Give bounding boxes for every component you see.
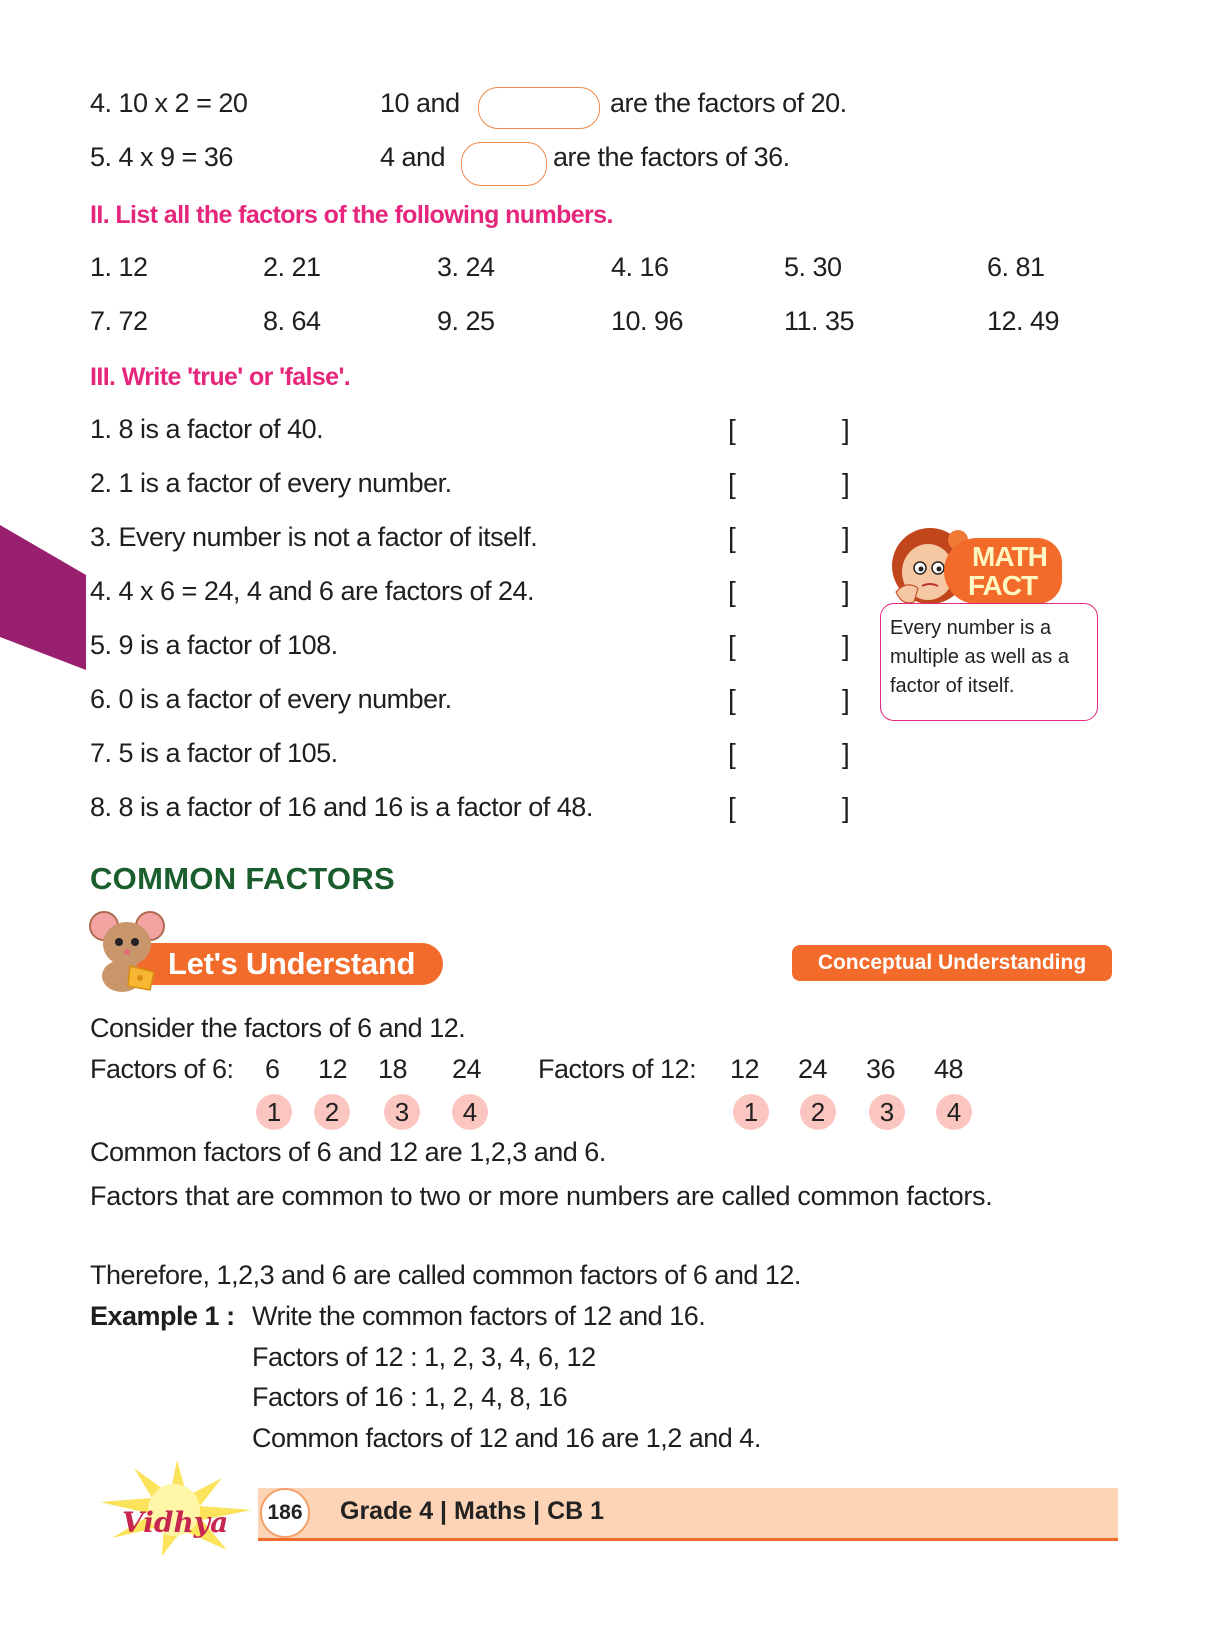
multiple-value: 24 xyxy=(798,1054,828,1084)
footer-rule xyxy=(258,1538,1118,1541)
circled-factor: 4 xyxy=(452,1094,488,1130)
equation-text: 5. 4 x 9 = 36 xyxy=(90,142,233,172)
section-heading: II. List all the factors of the following numbers. xyxy=(90,201,613,229)
list-item: 1. 12 xyxy=(90,252,148,282)
prefix-text: 10 and xyxy=(380,88,460,118)
math-fact-title: MATH xyxy=(972,541,1047,572)
suffix-text: are the factors of 20. xyxy=(610,88,847,118)
answer-bracket-open[interactable]: [ xyxy=(728,576,736,607)
list-item: 9. 25 xyxy=(437,306,495,336)
circled-factor: 1 xyxy=(733,1094,769,1130)
answer-bracket-close[interactable]: ] xyxy=(842,792,850,823)
list-item: 12. 49 xyxy=(987,306,1060,336)
page-number-circle xyxy=(260,1488,310,1538)
statement-text: 7. 5 is a factor of 105. xyxy=(90,738,338,768)
answer-bracket-close[interactable]: ] xyxy=(842,414,850,445)
list-item: 6. 81 xyxy=(987,252,1045,282)
prefix-text: 4 and xyxy=(380,142,446,172)
paragraph-text: Common factors of 6 and 12 are 1,2,3 and 6. xyxy=(90,1137,606,1167)
answer-blank[interactable] xyxy=(478,87,600,129)
conceptual-badge xyxy=(792,945,1112,981)
brand-logo-text: Vidhya xyxy=(122,1506,229,1539)
paragraph-text: Therefore, 1,2,3 and 6 are called common factors of 6 and 12. xyxy=(90,1260,801,1290)
answer-blank[interactable] xyxy=(461,142,547,186)
answer-bracket-close[interactable]: ] xyxy=(842,576,850,607)
multiple-value: 6 xyxy=(265,1054,280,1084)
paragraph-text: Consider the factors of 6 and 12. xyxy=(90,1013,466,1043)
answer-bracket-close[interactable]: ] xyxy=(842,468,850,499)
side-tab-decoration xyxy=(0,525,90,675)
answer-bracket-open[interactable]: [ xyxy=(728,522,736,553)
equation-text: 4. 10 x 2 = 20 xyxy=(90,88,248,118)
statement-text: 1. 8 is a factor of 40. xyxy=(90,414,324,444)
example-line: Factors of 12 : 1, 2, 3, 4, 6, 12 xyxy=(252,1342,596,1372)
section-heading: III. Write 'true' or 'false'. xyxy=(90,363,351,391)
banner-label: Let's Understand xyxy=(168,946,416,981)
answer-bracket-open[interactable]: [ xyxy=(728,414,736,445)
answer-bracket-open[interactable]: [ xyxy=(728,684,736,715)
factors-label: Factors of 12: xyxy=(538,1054,697,1084)
multiple-value: 18 xyxy=(378,1054,408,1084)
conceptual-badge-label: Conceptual Understanding xyxy=(817,951,1087,974)
math-fact-text: Every number is a multiple as well as a factor of itself. xyxy=(890,617,1069,697)
circled-factor: 4 xyxy=(936,1094,972,1130)
circled-factor: 3 xyxy=(869,1094,905,1130)
footer-text: Grade 4 | Maths | CB 1 xyxy=(340,1497,605,1525)
answer-bracket-close[interactable]: ] xyxy=(842,738,850,769)
answer-bracket-open[interactable]: [ xyxy=(728,792,736,823)
multiple-value: 36 xyxy=(866,1054,896,1084)
example-line: Factors of 16 : 1, 2, 4, 8, 16 xyxy=(252,1382,568,1412)
list-item: 8. 64 xyxy=(263,306,321,336)
multiple-value: 24 xyxy=(452,1054,482,1084)
answer-bracket-open[interactable]: [ xyxy=(728,738,736,769)
statement-text: 3. Every number is not a factor of itself. xyxy=(90,522,538,552)
example-line: Common factors of 12 and 16 are 1,2 and 4. xyxy=(252,1423,761,1453)
list-item: 2. 21 xyxy=(263,252,321,282)
factors-label: Factors of 6: xyxy=(90,1054,234,1084)
answer-bracket-open[interactable]: [ xyxy=(728,630,736,661)
statement-text: 6. 0 is a factor of every number. xyxy=(90,684,452,714)
math-fact-title: FACT xyxy=(968,570,1038,601)
list-item: 11. 35 xyxy=(784,306,855,336)
multiple-value: 12 xyxy=(318,1054,348,1084)
page-number: 186 xyxy=(267,1501,303,1524)
list-item: 4. 16 xyxy=(611,252,669,282)
multiple-value: 12 xyxy=(730,1054,760,1084)
list-item: 10. 96 xyxy=(611,306,684,336)
list-item: 5. 30 xyxy=(784,252,842,282)
statement-text: 2. 1 is a factor of every number. xyxy=(90,468,452,498)
circled-factor: 2 xyxy=(800,1094,836,1130)
circled-factor: 3 xyxy=(384,1094,420,1130)
answer-bracket-close[interactable]: ] xyxy=(842,522,850,553)
answer-bracket-close[interactable]: ] xyxy=(842,684,850,715)
section-title: COMMON FACTORS xyxy=(90,861,396,896)
example-label: Example 1 : xyxy=(90,1301,235,1331)
statement-text: 4. 4 x 6 = 24, 4 and 6 are factors of 24. xyxy=(90,576,535,606)
circled-factor: 1 xyxy=(256,1094,292,1130)
answer-bracket-open[interactable]: [ xyxy=(728,468,736,499)
list-item: 3. 24 xyxy=(437,252,495,282)
list-item: 7. 72 xyxy=(90,306,148,336)
circled-factor: 2 xyxy=(314,1094,350,1130)
statement-text: 8. 8 is a factor of 16 and 16 is a factor of 48. xyxy=(90,792,593,822)
suffix-text: are the factors of 36. xyxy=(553,142,790,172)
answer-bracket-close[interactable]: ] xyxy=(842,630,850,661)
mouse-mascot-icon xyxy=(88,906,170,996)
example-question: Write the common factors of 12 and 16. xyxy=(252,1301,706,1331)
definition-text: Factors that are common to two or more numbers are called common factors. xyxy=(90,1181,993,1211)
statement-text: 5. 9 is a factor of 108. xyxy=(90,630,338,660)
multiple-value: 48 xyxy=(934,1054,964,1084)
